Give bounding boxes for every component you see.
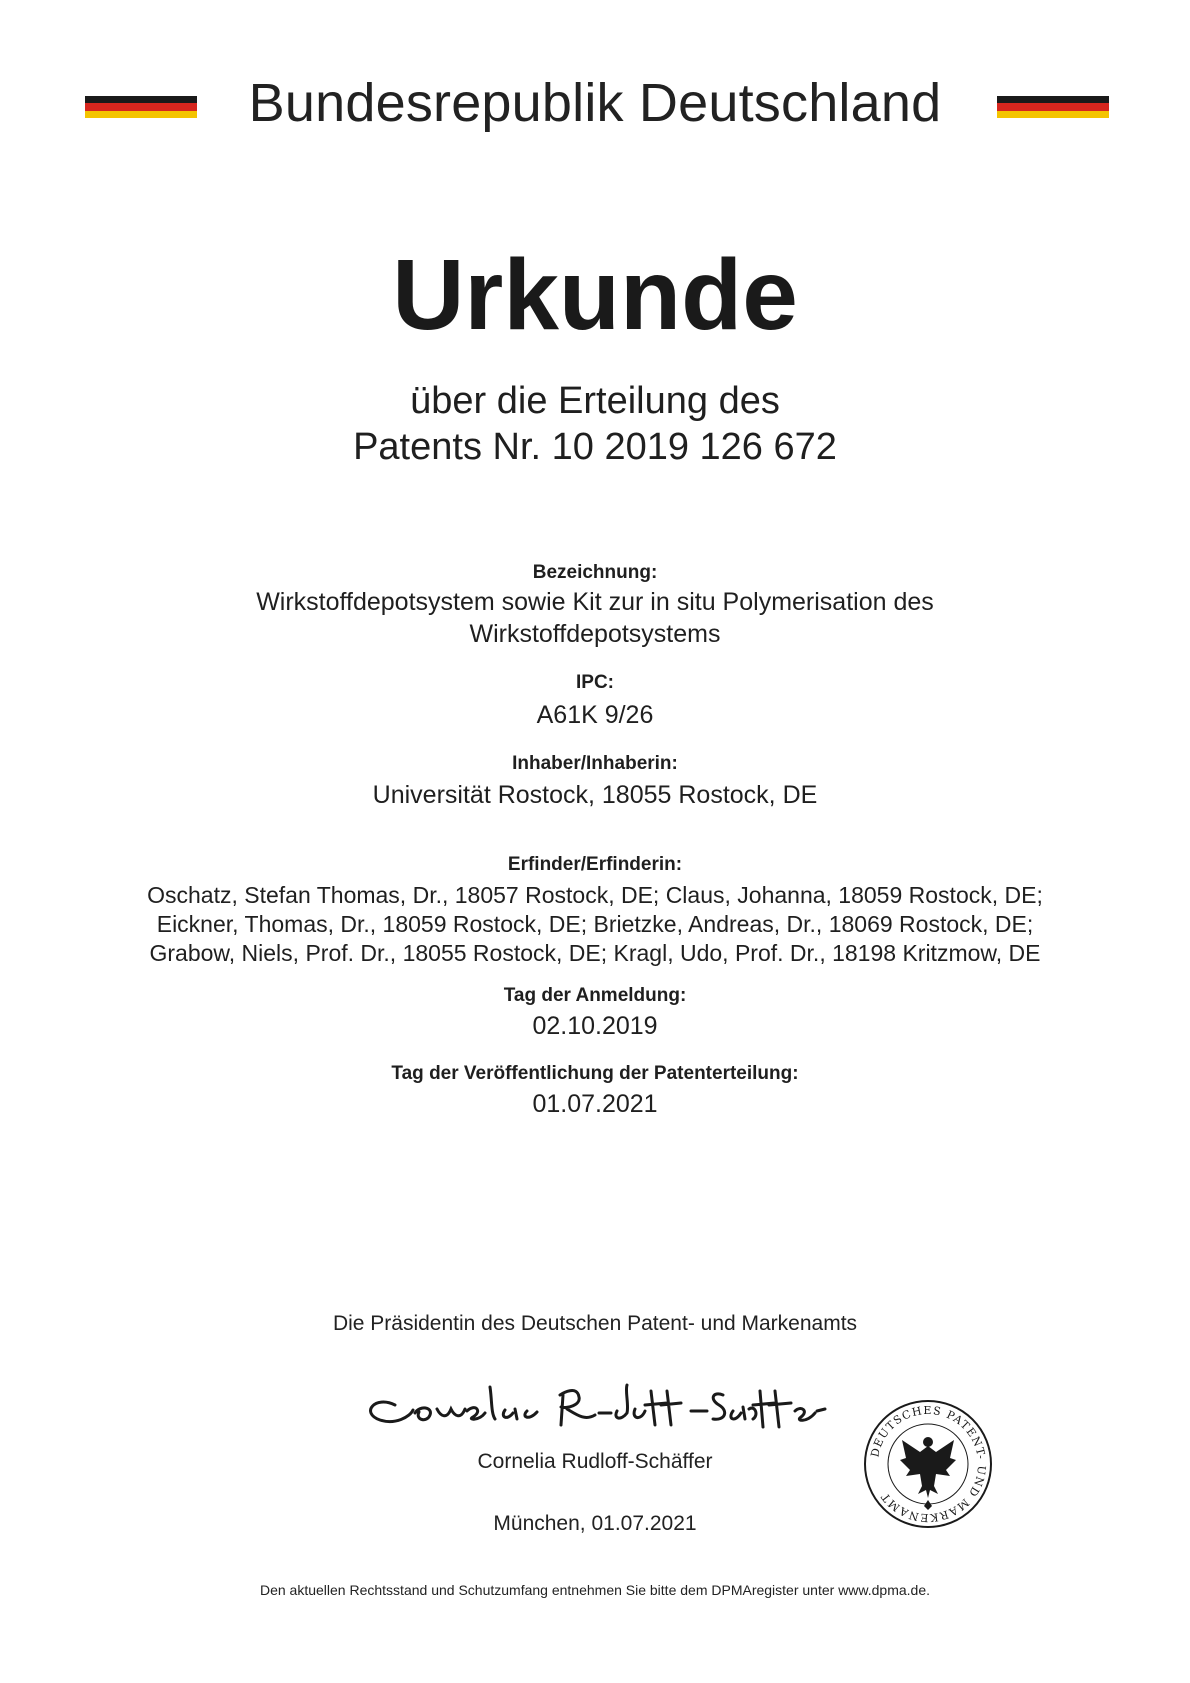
subtitle-line-1: über die Erteilung des bbox=[410, 380, 780, 422]
filing-label: Tag der Anmeldung: bbox=[503, 985, 687, 1006]
place-and-date: München, 01.07.2021 bbox=[493, 1512, 697, 1535]
designation-line-1: Wirkstoffdepotsystem sowie Kit zur in situ Polymerisation des bbox=[256, 588, 934, 616]
inventors-line-2: Eickner, Thomas, Dr., 18059 Rostock, DE; Brietzke, Andreas, Dr., 18069 Rostock, DE; bbox=[156, 911, 1034, 937]
publication-date: 01.07.2021 bbox=[532, 1090, 658, 1118]
dpma-seal-icon bbox=[862, 1398, 994, 1530]
designation-label: Bezeichnung: bbox=[532, 562, 658, 583]
designation-line-2: Wirkstoffdepotsystems bbox=[469, 620, 721, 648]
inventors-value bbox=[0, 881, 1190, 968]
patent-number: Patents Nr. 10 2019 126 672 bbox=[353, 426, 837, 468]
legal-footnote: Den aktuellen Rechtsstand und Schutzumfang entnehmen Sie bitte dem DPMAregister unter www.dpma.de. bbox=[259, 1582, 931, 1598]
owner-label: Inhaber/Inhaberin: bbox=[512, 753, 678, 774]
designation-value bbox=[0, 586, 1190, 650]
svg-text:DEUTSCHES PATENT- UND MARKENAM: DEUTSCHES PATENT- UND MARKENAMT bbox=[868, 1403, 989, 1525]
ipc-label: IPC: bbox=[576, 672, 614, 693]
inventors-line-1: Oschatz, Stefan Thomas, Dr., 18057 Rostock, DE; Claus, Johanna, 18059 Rostock, DE; bbox=[147, 882, 1043, 908]
president-title: Die Präsidentin des Deutschen Patent- und Markenamts bbox=[332, 1312, 858, 1335]
ipc-value: A61K 9/26 bbox=[536, 701, 654, 729]
filing-date: 02.10.2019 bbox=[532, 1012, 658, 1040]
inventors-label: Erfinder/Erfinderin: bbox=[507, 854, 683, 875]
inventors-line-3: Grabow, Niels, Prof. Dr., 18055 Rostock, DE; Kragl, Udo, Prof. Dr., 18198 Kritzmow, DE bbox=[149, 940, 1041, 966]
header bbox=[0, 68, 1190, 138]
handwritten-signature bbox=[355, 1365, 845, 1445]
country-name: Bundesrepublik Deutschland bbox=[248, 73, 942, 133]
publication-label: Tag der Veröffentlichung der Patenterteilung: bbox=[391, 1063, 799, 1084]
owner-value: Universität Rostock, 18055 Rostock, DE bbox=[372, 781, 818, 809]
signer-name: Cornelia Rudloff-Schäffer bbox=[477, 1450, 713, 1473]
document-title: Urkunde bbox=[392, 239, 798, 351]
document-subtitle bbox=[0, 378, 1190, 470]
german-flag-right-icon bbox=[997, 96, 1109, 118]
